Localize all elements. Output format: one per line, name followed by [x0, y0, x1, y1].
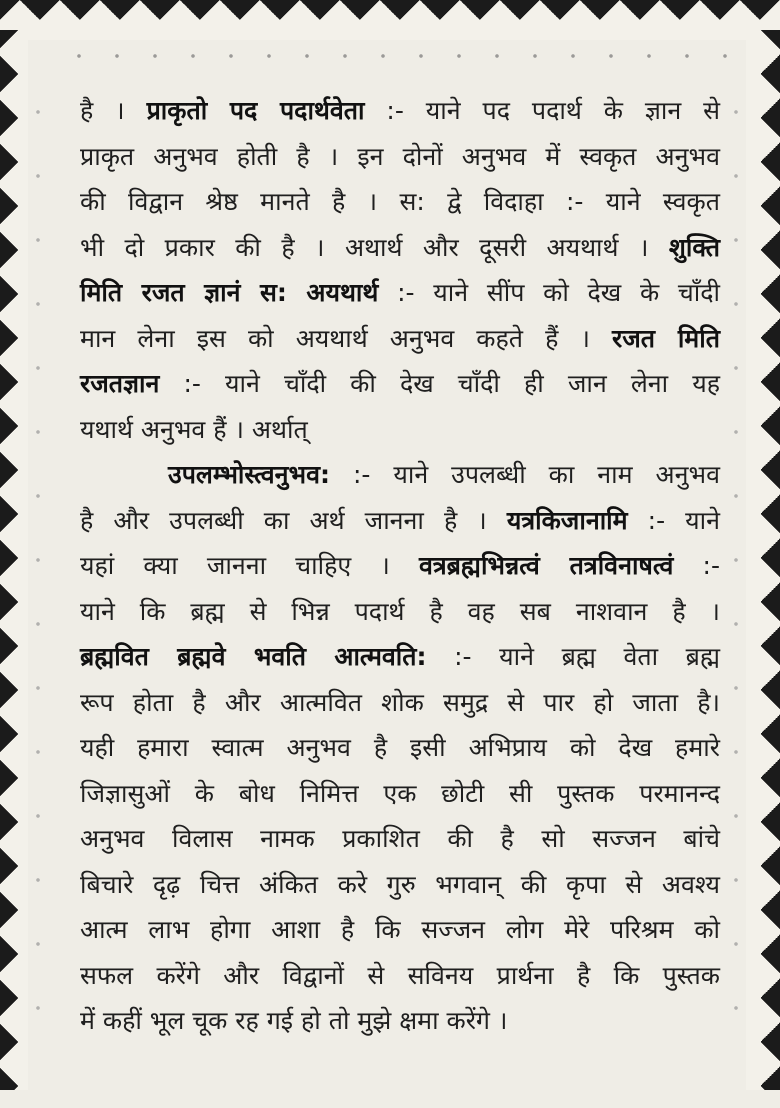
- text-run: की विद्वान श्रेष्ठ मानते है । स: द्वे विदाहा :- याने स्वकृत: [80, 187, 720, 216]
- dotted-ornament-right: [732, 80, 740, 1060]
- dotted-ornament-top: [60, 52, 740, 60]
- text-run: :- याने चाँदी की देख चाँदी ही जान लेना यह: [159, 369, 720, 398]
- bold-term: रजतज्ञान: [80, 369, 160, 398]
- text-run: भी दो प्रकार की है । अथार्थ और दूसरी अयथार्थ ।: [80, 232, 669, 262]
- text-line: [80, 88, 720, 134]
- text-line: [80, 407, 720, 453]
- text-line: [80, 680, 720, 726]
- bold-term: शुक्ति: [668, 232, 720, 262]
- text-run: में कहीं भूल चूक रह गई हो तो मुझे क्षमा करेंगे ।: [80, 1006, 508, 1035]
- text-line: [80, 316, 720, 362]
- text-line: [80, 816, 720, 862]
- text-line: [80, 953, 720, 999]
- bold-term: यत्रकिजानामि: [506, 505, 628, 535]
- text-run: सफल करेंगे और विद्वानों से सविनय प्रार्थना है कि पुस्तक: [80, 960, 720, 990]
- text-run: अनुभव विलास नामक प्रकाशित की है सो सज्जन बांचे: [80, 824, 720, 853]
- text-line: [80, 998, 720, 1044]
- zigzag-border-left: [0, 30, 28, 1090]
- text-run: है और उपलब्धी का अर्थ जानना है ।: [80, 505, 507, 535]
- text-line: [80, 225, 720, 271]
- text-line: [80, 270, 720, 316]
- bold-term: वत्रब्रह्मभिन्नत्वं तत्रविनाषत्वं: [418, 551, 674, 580]
- text-line: [80, 771, 720, 817]
- text-run: :- याने ब्रह्म वेता ब्रह्म: [426, 642, 720, 671]
- text-line: [80, 452, 720, 498]
- text-run: यही हमारा स्वात्म अनुभव है इसी अभिप्राय को देख हमारे: [80, 733, 720, 762]
- zigzag-border-right: [746, 30, 780, 1090]
- text-run: :- याने: [627, 505, 720, 535]
- text-line: [80, 134, 720, 180]
- text-line: [80, 634, 720, 680]
- bold-term: प्राकृतो पद पदार्थवेता: [146, 96, 365, 125]
- text-line: [80, 361, 720, 407]
- text-run: जिज्ञासुओं के बोध निमित्त एक छोटी सी पुस्तक परमानन्द: [80, 778, 720, 808]
- bold-term: उपलम्भोस्त्वनुभव:: [168, 460, 330, 489]
- bold-term: मिति रजत ज्ञानं स: अयथार्थ: [80, 278, 379, 307]
- text-line: [80, 179, 720, 225]
- text-line: [80, 862, 720, 908]
- text-run: याने कि ब्रह्म से भिन्न पदार्थ है वह सब नाशवान है ।: [80, 596, 720, 626]
- bold-term: ब्रह्मवित ब्रह्मवे भवति आत्मवति:: [80, 642, 427, 671]
- text-line: [80, 543, 720, 589]
- text-line: [80, 589, 720, 635]
- text-run: :- याने सींप को देख के चाँदी: [378, 278, 720, 307]
- text-line: [80, 498, 720, 544]
- body-text: [80, 88, 720, 1044]
- text-run: बिचारे दृढ़ चित्त अंकित करे गुरु भगवान् की कृपा से अवश्य: [80, 869, 720, 899]
- text-line: [80, 907, 720, 953]
- text-line: [80, 725, 720, 771]
- dotted-ornament-left: [34, 80, 42, 1060]
- text-run: रूप होता है और आत्मवित शोक समुद्र से पार हो जाता है।: [80, 687, 720, 717]
- text-run: मान लेना इस को अयथार्थ अनुभव कहते हैं ।: [80, 323, 612, 353]
- bold-term: रजत मिति: [611, 323, 720, 353]
- text-run: है ।: [80, 96, 147, 125]
- text-run: आत्म लाभ होगा आशा है कि सज्जन लोग मेरे परिश्रम को: [80, 915, 720, 944]
- text-run: :- याने उपलब्धी का नाम अनुभव: [330, 460, 720, 489]
- text-run: :- याने पद पदार्थ के ज्ञान से: [364, 96, 720, 125]
- text-run: यहां क्या जानना चाहिए ।: [80, 551, 419, 580]
- text-run: प्राकृत अनुभव होती है । इन दोनों अनुभव में स्वकृत अनुभव: [80, 141, 720, 171]
- text-run: :-: [673, 551, 721, 580]
- text-run: यथार्थ अनुभव हैं । अर्थात्: [80, 414, 308, 444]
- zigzag-border-top: [0, 0, 780, 40]
